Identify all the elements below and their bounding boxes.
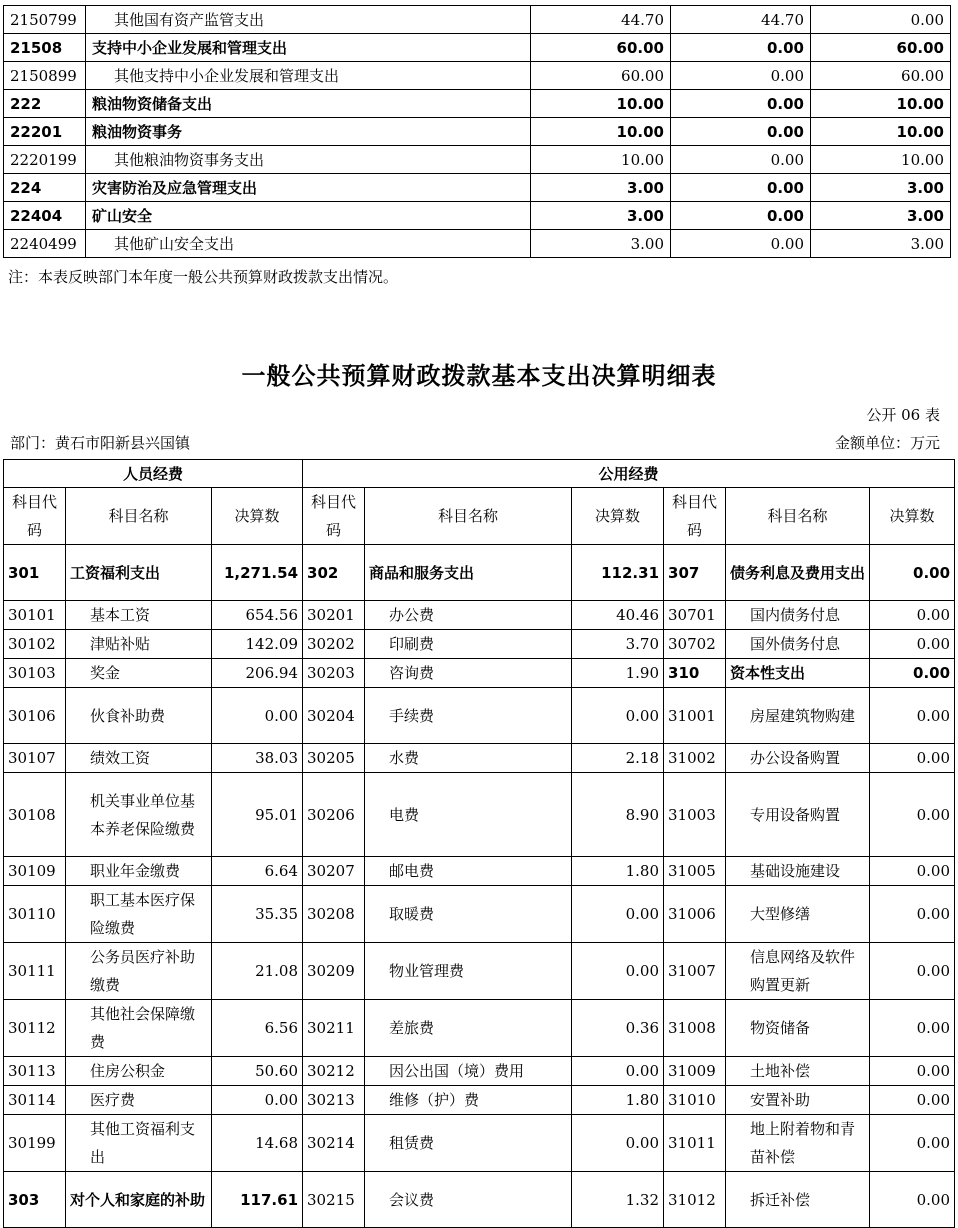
personnel-amount: 206.94 [212, 659, 303, 688]
public-amount: 1.90 [572, 659, 664, 688]
detail-row [4, 545, 955, 601]
public-code: 30211 [303, 1000, 365, 1057]
public-code: 30202 [303, 630, 365, 659]
detail-row [4, 688, 955, 744]
summary-code: 222 [4, 90, 86, 118]
public-name: 因公出国（境）费用 [365, 1057, 572, 1086]
public-amount-2: 0.00 [870, 943, 955, 1000]
public-code-2: 31009 [664, 1057, 726, 1086]
public-amount: 0.36 [572, 1000, 664, 1057]
header-name: 科目名称 [66, 488, 212, 545]
summary-total: 10.00 [531, 90, 671, 118]
public-amount: 1.80 [572, 857, 664, 886]
header-amount: 决算数 [870, 488, 955, 545]
personnel-name: 伙食补助费 [66, 688, 212, 744]
summary-total: 10.00 [531, 146, 671, 174]
public-name-2: 专用设备购置 [726, 773, 870, 857]
summary-project: 3.00 [811, 230, 951, 258]
summary-code: 22201 [4, 118, 86, 146]
public-name-2: 国外债务付息 [726, 630, 870, 659]
amount-unit-label: 金额单位：万元 [834, 434, 940, 452]
public-amount: 0.00 [572, 886, 664, 943]
public-amount-2: 0.00 [870, 857, 955, 886]
personnel-code: 30102 [4, 630, 66, 659]
detail-row [4, 1057, 955, 1086]
personnel-code: 30108 [4, 773, 66, 857]
personnel-amount: 117.61 [212, 1172, 303, 1228]
public-name-2: 物资储备 [726, 1000, 870, 1057]
summary-name: 其他矿山安全支出 [86, 230, 531, 258]
summary-project: 3.00 [811, 202, 951, 230]
public-code: 30209 [303, 943, 365, 1000]
personnel-code: 303 [4, 1172, 66, 1228]
personnel-code: 30111 [4, 943, 66, 1000]
header-name: 科目名称 [726, 488, 870, 545]
personnel-code: 30112 [4, 1000, 66, 1057]
public-amount-2: 0.00 [870, 886, 955, 943]
personnel-amount: 654.56 [212, 601, 303, 630]
public-name: 水费 [365, 744, 572, 773]
personnel-name: 对个人和家庭的补助 [66, 1172, 212, 1228]
detail-row [4, 1172, 955, 1228]
summary-basic: 0.00 [671, 174, 811, 202]
public-name: 办公费 [365, 601, 572, 630]
detail-row [4, 1000, 955, 1057]
department-label: 部门：黄石市阳新县兴国镇 [10, 434, 191, 452]
summary-basic: 0.00 [671, 202, 811, 230]
summary-name: 其他粮油物资事务支出 [86, 146, 531, 174]
personnel-name: 公务员医疗补助缴费 [66, 943, 212, 1000]
summary-total: 3.00 [531, 174, 671, 202]
personnel-amount: 0.00 [212, 688, 303, 744]
personnel-amount: 21.08 [212, 943, 303, 1000]
public-code-2: 31012 [664, 1172, 726, 1228]
personnel-name: 职业年金缴费 [66, 857, 212, 886]
public-amount-2: 0.00 [870, 688, 955, 744]
public-name-2: 国内债务付息 [726, 601, 870, 630]
personnel-expense-group: 人员经费 [4, 460, 303, 488]
column-header-row [4, 488, 955, 545]
summary-code: 2150799 [4, 6, 86, 34]
personnel-code: 30107 [4, 744, 66, 773]
personnel-code: 30106 [4, 688, 66, 744]
public-code-2: 30702 [664, 630, 726, 659]
expenditure-summary-table [3, 5, 951, 258]
public-amount-2: 0.00 [870, 773, 955, 857]
detail-row [4, 943, 955, 1000]
public-name: 手续费 [365, 688, 572, 744]
public-amount: 2.18 [572, 744, 664, 773]
public-code-2: 31008 [664, 1000, 726, 1057]
summary-basic: 0.00 [671, 230, 811, 258]
public-code: 30207 [303, 857, 365, 886]
public-name-2: 房屋建筑物购建 [726, 688, 870, 744]
summary-row [4, 90, 951, 118]
summary-project: 0.00 [811, 6, 951, 34]
public-name: 邮电费 [365, 857, 572, 886]
public-code-2: 31003 [664, 773, 726, 857]
public-name: 印刷费 [365, 630, 572, 659]
public-name-2: 土地补偿 [726, 1057, 870, 1086]
public-code-2: 30701 [664, 601, 726, 630]
personnel-name: 其他工资福利支出 [66, 1115, 212, 1172]
summary-project: 60.00 [811, 34, 951, 62]
detail-row [4, 630, 955, 659]
public-name: 商品和服务支出 [365, 545, 572, 601]
public-code-2: 307 [664, 545, 726, 601]
detail-row [4, 659, 955, 688]
personnel-amount: 142.09 [212, 630, 303, 659]
public-code: 30212 [303, 1057, 365, 1086]
header-code: 科目代码 [664, 488, 726, 545]
personnel-amount: 35.35 [212, 886, 303, 943]
public-amount-2: 0.00 [870, 1086, 955, 1115]
personnel-amount: 95.01 [212, 773, 303, 857]
expenditure-summary-body [4, 6, 951, 258]
public-name: 维修（护）费 [365, 1086, 572, 1115]
personnel-amount: 0.00 [212, 1086, 303, 1115]
summary-basic: 0.00 [671, 90, 811, 118]
summary-row [4, 62, 951, 90]
public-code-2: 31001 [664, 688, 726, 744]
public-amount-2: 0.00 [870, 744, 955, 773]
summary-name: 灾害防治及应急管理支出 [86, 174, 531, 202]
public-name-2: 拆迁补偿 [726, 1172, 870, 1228]
summary-basic: 0.00 [671, 146, 811, 174]
public-amount-2: 0.00 [870, 1172, 955, 1228]
personnel-name: 其他社会保障缴费 [66, 1000, 212, 1057]
public-amount: 3.70 [572, 630, 664, 659]
summary-code: 2150899 [4, 62, 86, 90]
detail-table-body [4, 460, 955, 1228]
public-name-2: 债务利息及费用支出 [726, 545, 870, 601]
public-name-2: 安置补助 [726, 1086, 870, 1115]
public-amount: 1.80 [572, 1086, 664, 1115]
header-code: 科目代码 [4, 488, 66, 545]
personnel-amount: 6.64 [212, 857, 303, 886]
public-code-2: 31010 [664, 1086, 726, 1115]
public-name: 差旅费 [365, 1000, 572, 1057]
summary-row [4, 34, 951, 62]
summary-name: 粮油物资储备支出 [86, 90, 531, 118]
header-name: 科目名称 [365, 488, 572, 545]
public-amount: 0.00 [572, 943, 664, 1000]
public-name-2: 办公设备购置 [726, 744, 870, 773]
public-amount-2: 0.00 [870, 1115, 955, 1172]
basic-expenditure-detail-table [3, 459, 955, 1228]
personnel-code: 30199 [4, 1115, 66, 1172]
personnel-code: 301 [4, 545, 66, 601]
summary-row [4, 6, 951, 34]
summary-code: 2240499 [4, 230, 86, 258]
public-name: 咨询费 [365, 659, 572, 688]
public-amount-2: 0.00 [870, 601, 955, 630]
summary-project: 10.00 [811, 118, 951, 146]
personnel-name: 住房公积金 [66, 1057, 212, 1086]
public-code-2: 31007 [664, 943, 726, 1000]
summary-project: 3.00 [811, 174, 951, 202]
public-amount-2: 0.00 [870, 1057, 955, 1086]
public-code-2: 31005 [664, 857, 726, 886]
public-amount: 0.00 [572, 688, 664, 744]
summary-code: 2220199 [4, 146, 86, 174]
summary-name: 粮油物资事务 [86, 118, 531, 146]
summary-total: 60.00 [531, 62, 671, 90]
public-code: 30206 [303, 773, 365, 857]
personnel-amount: 38.03 [212, 744, 303, 773]
public-amount: 1.32 [572, 1172, 664, 1228]
personnel-code: 30101 [4, 601, 66, 630]
personnel-amount: 50.60 [212, 1057, 303, 1086]
header-amount: 决算数 [572, 488, 664, 545]
public-code: 30213 [303, 1086, 365, 1115]
personnel-code: 30110 [4, 886, 66, 943]
personnel-name: 基本工资 [66, 601, 212, 630]
public-code: 30201 [303, 601, 365, 630]
header-amount: 决算数 [212, 488, 303, 545]
header-code: 科目代码 [303, 488, 365, 545]
public-code: 30214 [303, 1115, 365, 1172]
public-name: 物业管理费 [365, 943, 572, 1000]
summary-row [4, 118, 951, 146]
detail-row [4, 886, 955, 943]
summary-row [4, 230, 951, 258]
public-name-2: 大型修缮 [726, 886, 870, 943]
public-name-2: 基础设施建设 [726, 857, 870, 886]
public-amount: 40.46 [572, 601, 664, 630]
summary-basic: 44.70 [671, 6, 811, 34]
public-code-2: 31011 [664, 1115, 726, 1172]
public-name-2: 信息网络及软件购置更新 [726, 943, 870, 1000]
public-name-2: 资本性支出 [726, 659, 870, 688]
summary-row [4, 146, 951, 174]
detail-row [4, 857, 955, 886]
summary-name: 其他国有资产监管支出 [86, 6, 531, 34]
personnel-name: 职工基本医疗保险缴费 [66, 886, 212, 943]
personnel-code: 30114 [4, 1086, 66, 1115]
personnel-name: 机关事业单位基本养老保险缴费 [66, 773, 212, 857]
public-amount-2: 0.00 [870, 1000, 955, 1057]
personnel-code: 30103 [4, 659, 66, 688]
summary-code: 21508 [4, 34, 86, 62]
form-number: 公开 06 表 [866, 406, 940, 424]
table-note: 注：本表反映部门本年度一般公共预算财政拨款支出情况。 [8, 268, 399, 286]
public-amount-2: 0.00 [870, 545, 955, 601]
public-code: 30208 [303, 886, 365, 943]
public-amount-2: 0.00 [870, 659, 955, 688]
personnel-amount: 1,271.54 [212, 545, 303, 601]
summary-total: 44.70 [531, 6, 671, 34]
personnel-code: 30113 [4, 1057, 66, 1086]
summary-code: 224 [4, 174, 86, 202]
detail-row [4, 1086, 955, 1115]
public-code-2: 310 [664, 659, 726, 688]
public-name: 取暖费 [365, 886, 572, 943]
public-amount: 112.31 [572, 545, 664, 601]
summary-basic: 0.00 [671, 62, 811, 90]
summary-total: 60.00 [531, 34, 671, 62]
public-name: 租赁费 [365, 1115, 572, 1172]
public-name: 电费 [365, 773, 572, 857]
summary-total: 3.00 [531, 202, 671, 230]
personnel-name: 绩效工资 [66, 744, 212, 773]
public-code-2: 31002 [664, 744, 726, 773]
personnel-name: 津贴补贴 [66, 630, 212, 659]
summary-project: 60.00 [811, 62, 951, 90]
public-code: 30205 [303, 744, 365, 773]
public-name-2: 地上附着物和青苗补偿 [726, 1115, 870, 1172]
summary-row [4, 202, 951, 230]
public-code: 30204 [303, 688, 365, 744]
public-amount: 0.00 [572, 1115, 664, 1172]
personnel-name: 工资福利支出 [66, 545, 212, 601]
summary-basic: 0.00 [671, 118, 811, 146]
summary-name: 支持中小企业发展和管理支出 [86, 34, 531, 62]
public-amount: 0.00 [572, 1057, 664, 1086]
detail-row [4, 601, 955, 630]
personnel-amount: 14.68 [212, 1115, 303, 1172]
public-code: 30215 [303, 1172, 365, 1228]
summary-project: 10.00 [811, 146, 951, 174]
public-name: 会议费 [365, 1172, 572, 1228]
detail-row [4, 744, 955, 773]
public-expense-group: 公用经费 [303, 460, 955, 488]
summary-row [4, 174, 951, 202]
page-title: 一般公共预算财政拨款基本支出决算明细表 [241, 362, 717, 390]
detail-row [4, 773, 955, 857]
summary-project: 10.00 [811, 90, 951, 118]
personnel-name: 奖金 [66, 659, 212, 688]
summary-total: 10.00 [531, 118, 671, 146]
public-amount: 8.90 [572, 773, 664, 857]
summary-code: 22404 [4, 202, 86, 230]
personnel-name: 医疗费 [66, 1086, 212, 1115]
public-code: 302 [303, 545, 365, 601]
group-header-row [4, 460, 955, 488]
personnel-code: 30109 [4, 857, 66, 886]
personnel-amount: 6.56 [212, 1000, 303, 1057]
summary-name: 矿山安全 [86, 202, 531, 230]
public-code-2: 31006 [664, 886, 726, 943]
detail-row [4, 1115, 955, 1172]
summary-basic: 0.00 [671, 34, 811, 62]
summary-total: 3.00 [531, 230, 671, 258]
public-amount-2: 0.00 [870, 630, 955, 659]
public-code: 30203 [303, 659, 365, 688]
summary-name: 其他支持中小企业发展和管理支出 [86, 62, 531, 90]
